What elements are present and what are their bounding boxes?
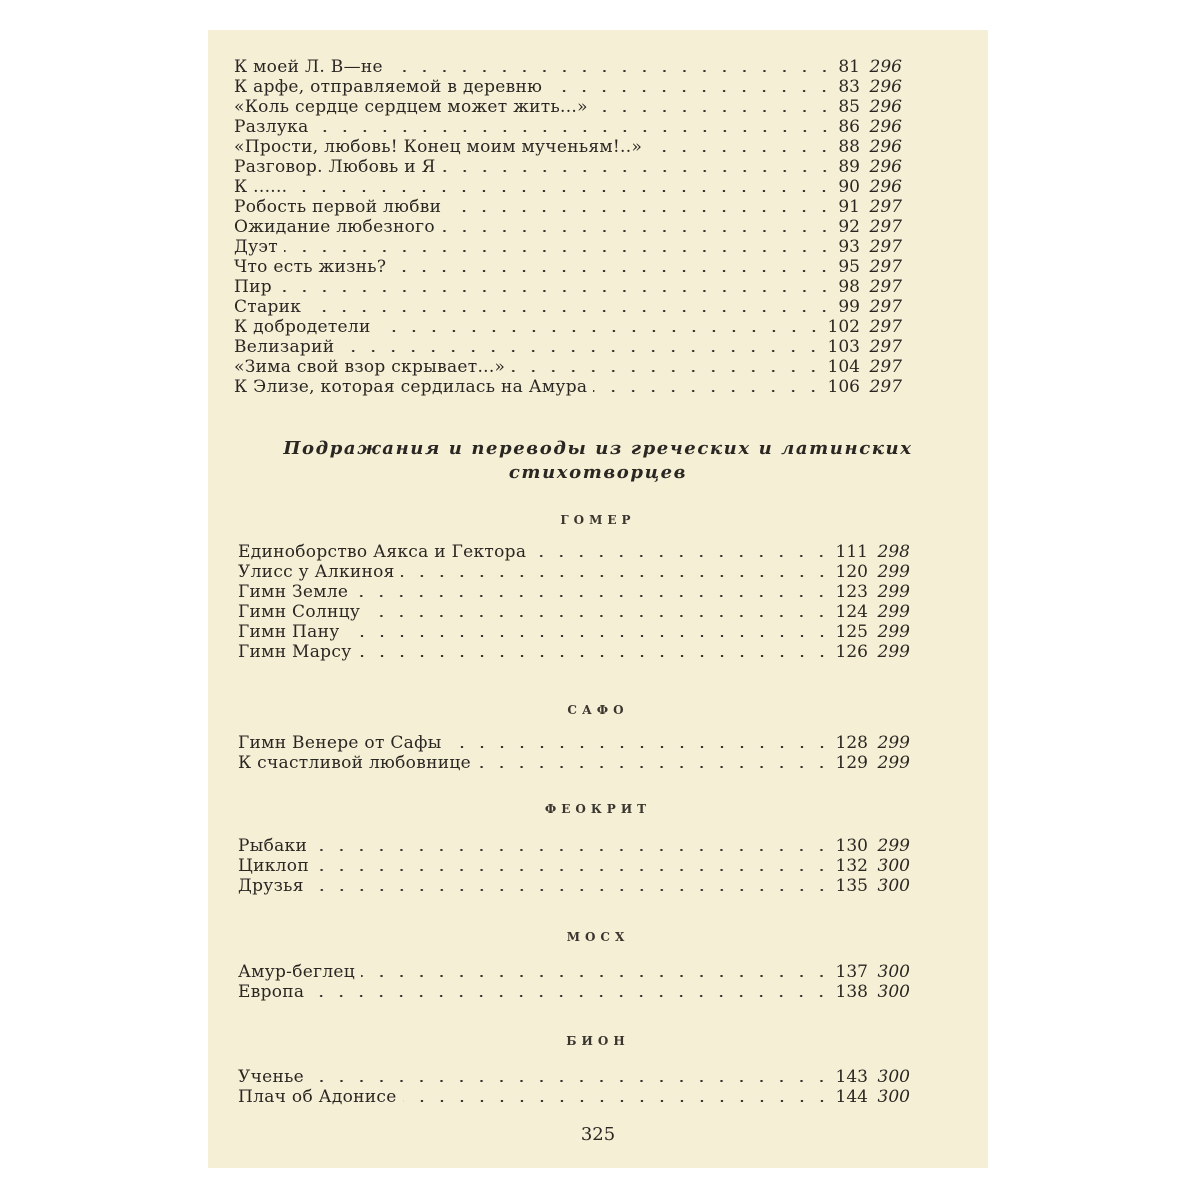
- entry-title: К ......: [234, 177, 288, 197]
- entry-title: Друзья: [238, 876, 304, 896]
- toc-entry: [238, 602, 910, 622]
- entry-page: 88: [838, 137, 860, 157]
- dot-leader: [340, 350, 823, 352]
- entry-page: 111: [835, 542, 868, 562]
- dot-leader: [354, 595, 831, 597]
- entry-commentary-page: 300: [877, 982, 910, 1002]
- entry-commentary-page: 297: [869, 297, 902, 317]
- author-heading: ФЕОКРИТ: [544, 802, 652, 816]
- toc-entry: [238, 1067, 910, 1087]
- toc-entry: [238, 1087, 910, 1107]
- toc-entry: [234, 237, 902, 257]
- entry-commentary-page: 300: [877, 856, 910, 876]
- entry-page: 104: [827, 357, 860, 377]
- entry-page: 129: [835, 753, 868, 773]
- entry-title: Гимн Пану: [238, 622, 340, 642]
- entry-title: К Элизе, которая сердилась на Амура: [234, 377, 588, 397]
- dot-leader: [392, 270, 834, 272]
- entry-page: 95: [838, 257, 860, 277]
- entry-commentary-page: 296: [869, 157, 902, 177]
- entry-commentary-page: 297: [869, 237, 902, 257]
- entry-title: Гимн Марсу: [238, 642, 352, 662]
- entry-commentary-page: 296: [869, 177, 902, 197]
- toc-entry: [234, 317, 902, 337]
- dot-leader: [477, 766, 832, 768]
- entry-commentary-page: 297: [869, 317, 902, 337]
- entry-page: 99: [838, 297, 860, 317]
- author-heading: САФО: [567, 703, 629, 717]
- entry-commentary-page: 300: [877, 1067, 910, 1087]
- entry-commentary-page: 299: [877, 582, 910, 602]
- entry-page: 123: [835, 582, 868, 602]
- entry-title: Гимн Солнцу: [238, 602, 361, 622]
- entry-page: 143: [835, 1067, 868, 1087]
- entry-commentary-page: 299: [877, 753, 910, 773]
- entry-commentary-page: 296: [869, 57, 902, 77]
- entry-commentary-page: 297: [869, 337, 902, 357]
- entry-title: Европа: [238, 982, 305, 1002]
- toc-entry: [234, 157, 902, 177]
- toc-entry: [234, 97, 902, 117]
- entry-page: 85: [838, 97, 860, 117]
- dot-leader: [648, 150, 834, 152]
- entry-commentary-page: 297: [869, 217, 902, 237]
- toc-entry: [234, 177, 902, 197]
- entry-commentary-page: 299: [877, 602, 910, 622]
- toc-entry: [234, 277, 902, 297]
- toc-entry: [238, 542, 910, 562]
- dot-leader: [293, 190, 834, 192]
- entry-title: Что есть жизнь?: [234, 257, 387, 277]
- dot-leader: [284, 250, 834, 252]
- page-number: 325: [580, 1124, 616, 1145]
- entry-page: 130: [835, 836, 868, 856]
- entry-page: 144: [835, 1087, 868, 1107]
- entry-title: Разговор. Любовь и Я: [234, 157, 436, 177]
- dot-leader: [442, 170, 835, 172]
- entry-page: 90: [838, 177, 860, 197]
- entry-page: 125: [835, 622, 868, 642]
- toc-entry: [238, 982, 910, 1002]
- toc-entry: [238, 836, 910, 856]
- entry-page: 98: [838, 277, 860, 297]
- toc-entry: [238, 876, 910, 896]
- entry-title: К добродетели: [234, 317, 371, 337]
- entry-commentary-page: 297: [869, 277, 902, 297]
- dot-leader: [313, 849, 831, 851]
- toc-entry: [234, 257, 902, 277]
- entry-page: 91: [838, 197, 860, 217]
- entry-commentary-page: 296: [869, 77, 902, 97]
- author-heading: МОСХ: [566, 930, 630, 944]
- toc-entry: [238, 562, 910, 582]
- toc-entry: [234, 117, 902, 137]
- toc-entry: [238, 753, 910, 773]
- entry-commentary-page: 297: [869, 377, 902, 397]
- toc-entry: [234, 77, 902, 97]
- entry-commentary-page: 297: [869, 357, 902, 377]
- entry-page: 126: [835, 642, 868, 662]
- dot-leader: [441, 230, 834, 232]
- entry-title: Единоборство Аякса и Гектора: [238, 542, 527, 562]
- entry-title: К счастливой любовнице: [238, 753, 471, 773]
- entry-page: 138: [835, 982, 868, 1002]
- toc-entry: [234, 297, 902, 317]
- entry-page: 89: [838, 157, 860, 177]
- dot-leader: [278, 290, 834, 292]
- entry-page: 83: [838, 77, 860, 97]
- entry-title: Пир: [234, 277, 272, 297]
- dot-leader: [511, 370, 823, 372]
- toc-entry: [238, 856, 910, 876]
- entry-commentary-page: 300: [877, 1087, 910, 1107]
- entry-commentary-page: 296: [869, 97, 902, 117]
- toc-entry: [234, 197, 902, 217]
- entry-page: 106: [827, 377, 860, 397]
- entry-page: 120: [835, 562, 868, 582]
- entry-title: К моей Л. В—не: [234, 57, 383, 77]
- entry-page: 137: [835, 962, 868, 982]
- entry-title: Робость первой любви: [234, 197, 442, 217]
- section-title-line2: стихотворцев: [508, 462, 688, 483]
- dot-leader: [548, 90, 834, 92]
- entry-commentary-page: 299: [877, 562, 910, 582]
- entry-page: 92: [838, 217, 860, 237]
- dot-leader: [377, 330, 824, 332]
- entry-title: Плач об Адонисе: [238, 1087, 397, 1107]
- entry-page: 132: [835, 856, 868, 876]
- dot-leader: [315, 130, 835, 132]
- entry-page: 124: [835, 602, 868, 622]
- author-heading: БИОН: [566, 1034, 630, 1048]
- toc-entry: [234, 357, 902, 377]
- dot-leader: [401, 575, 832, 577]
- entry-title: Велизарий: [234, 337, 335, 357]
- entry-title: Ученье: [238, 1067, 305, 1087]
- entry-title: Циклоп: [238, 856, 309, 876]
- entry-title: Улисс у Алкиноя: [238, 562, 395, 582]
- toc-entry: [238, 733, 910, 753]
- entry-page: 128: [835, 733, 868, 753]
- entry-commentary-page: 299: [877, 642, 910, 662]
- entry-title: Дуэт: [234, 237, 278, 257]
- entry-title: К арфе, отправляемой в деревню: [234, 77, 543, 97]
- entry-title: Ожидание любезного: [234, 217, 435, 237]
- entry-page: 135: [835, 876, 868, 896]
- dot-leader: [346, 635, 832, 637]
- dot-leader: [358, 655, 832, 657]
- toc-entry: [234, 57, 902, 77]
- toc-entry: [234, 217, 902, 237]
- entry-commentary-page: 300: [877, 962, 910, 982]
- dot-leader: [315, 869, 832, 871]
- toc-entry: [234, 337, 902, 357]
- entry-commentary-page: 300: [877, 876, 910, 896]
- entry-title: «Зима свой взор скрывает...»: [234, 357, 506, 377]
- dot-leader: [389, 70, 834, 72]
- toc-entry: [234, 377, 902, 397]
- dot-leader: [310, 1080, 832, 1082]
- dot-leader: [532, 555, 831, 557]
- toc-entry: [238, 642, 910, 662]
- author-heading: ГОМЕР: [560, 513, 636, 527]
- entry-commentary-page: 298: [877, 542, 910, 562]
- book-page: [208, 30, 988, 1168]
- entry-commentary-page: 299: [877, 733, 910, 753]
- entry-title: «Прости, любовь! Конец моим мученьям!..»: [234, 137, 643, 157]
- dot-leader: [594, 110, 835, 112]
- dot-leader: [310, 889, 832, 891]
- entry-commentary-page: 297: [869, 257, 902, 277]
- entry-title: Рыбаки: [238, 836, 308, 856]
- section-title-line1: Подражания и переводы из греческих и латинских: [283, 438, 913, 459]
- dot-leader: [593, 390, 823, 392]
- entry-title: Амур-беглец: [238, 962, 356, 982]
- dot-leader: [310, 995, 831, 997]
- entry-commentary-page: 296: [869, 137, 902, 157]
- toc-entry: [238, 622, 910, 642]
- entry-page: 81: [838, 57, 860, 77]
- toc-entry: [238, 962, 910, 982]
- dot-leader: [307, 310, 834, 312]
- entry-commentary-page: 297: [869, 197, 902, 217]
- entry-commentary-page: 299: [877, 622, 910, 642]
- dot-leader: [447, 210, 834, 212]
- entry-title: Гимн Венере от Сафы: [238, 733, 442, 753]
- entry-commentary-page: 299: [877, 836, 910, 856]
- dot-leader: [366, 615, 831, 617]
- entry-title: Гимн Земле: [238, 582, 349, 602]
- entry-title: Старик: [234, 297, 302, 317]
- entry-page: 86: [838, 117, 860, 137]
- entry-title: Разлука: [234, 117, 309, 137]
- entry-title: «Коль сердце сердцем может жить...»: [234, 97, 588, 117]
- toc-entry: [234, 137, 902, 157]
- toc-entry: [238, 582, 910, 602]
- entry-page: 102: [827, 317, 860, 337]
- dot-leader: [403, 1100, 832, 1102]
- entry-commentary-page: 296: [869, 117, 902, 137]
- dot-leader: [448, 746, 832, 748]
- entry-page: 93: [838, 237, 860, 257]
- entry-page: 103: [827, 337, 860, 357]
- dot-leader: [361, 975, 832, 977]
